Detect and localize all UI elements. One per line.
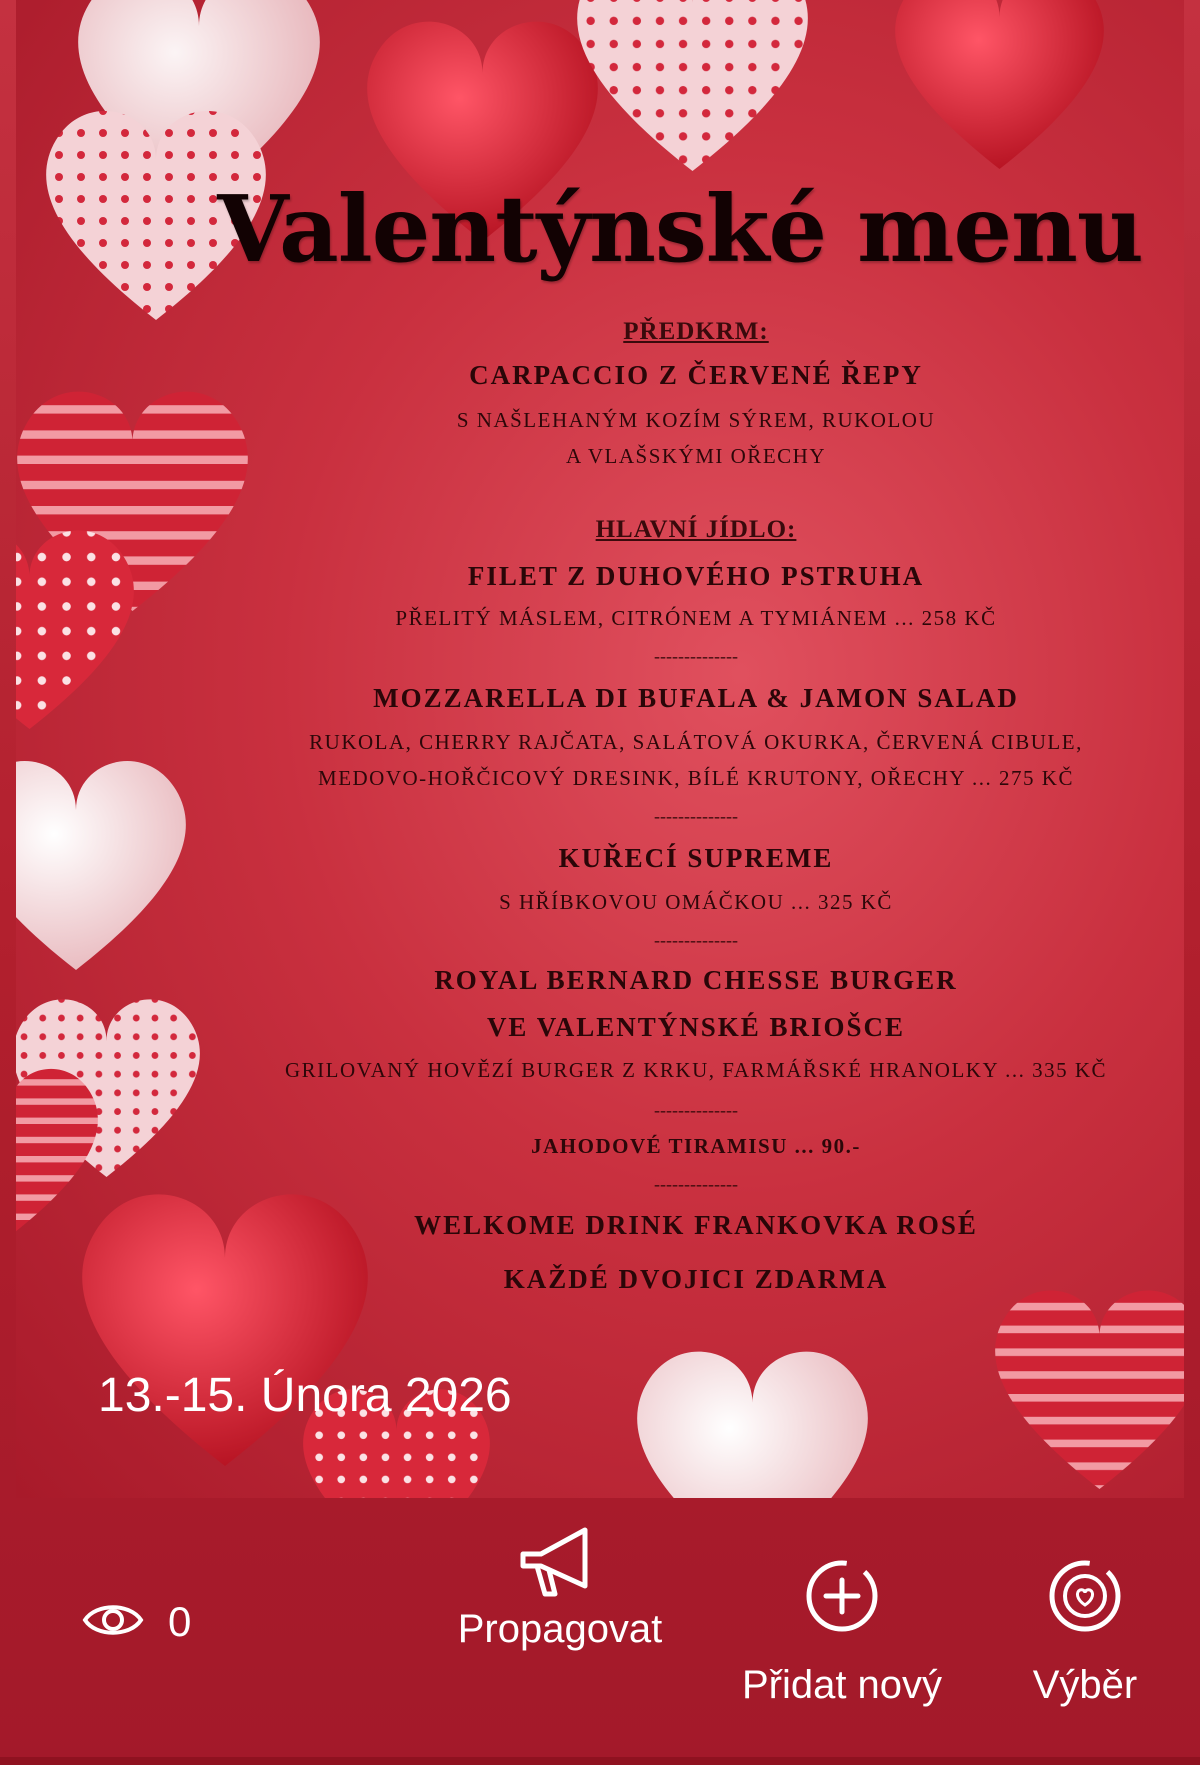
dish-name: ROYAL BERNARD CHESSE BURGER (434, 965, 958, 995)
dish-description: S NAŠLEHANÝM KOZÍM SÝREM, RUKOLOU (456, 408, 936, 432)
menu-title: Valentýnské menu (217, 175, 1143, 283)
dish-description: PŘELITÝ MÁSLEM, CITRÓNEM A TYMIÁNEM ... 258 KČ (395, 606, 997, 630)
add-new-button[interactable] (712, 1556, 972, 1708)
dish-name: VE VALENTÝNSKÉ BRIOŠCE (486, 1012, 906, 1042)
dish-name: MOZZARELLA DI BUFALA & JAMON SALAD (373, 683, 1019, 713)
highlight-button[interactable] (1010, 1556, 1160, 1708)
add-new-label: Přidat nový (741, 1663, 943, 1707)
promote-label: Propagovat (457, 1607, 663, 1651)
story-toolbar (0, 1498, 1200, 1765)
dish-description: RUKOLA, CHERRY RAJČATA, SALÁTOVÁ OKURKA, ČERVENÁ CIBULE, (309, 730, 1083, 754)
section-header-starter: PŘEDKRM: (623, 318, 769, 345)
separator: -------------- (654, 1174, 738, 1194)
drink-offer: WELKOME DRINK FRANKOVKA ROSÉ (414, 1210, 978, 1240)
separator: -------------- (654, 1100, 738, 1120)
promote-button[interactable] (440, 1520, 680, 1652)
dish-description: GRILOVANÝ HOVĚZÍ BURGER Z KRKU, FARMÁŘSKÉ HRANOLKY ... 335 KČ (284, 1058, 1108, 1082)
event-date: 13.-15. Února 2026 (98, 1369, 512, 1422)
add-circle-icon (712, 1556, 972, 1641)
eye-icon (82, 1600, 144, 1644)
drink-offer: KAŽDÉ DVOJICI ZDARMA (503, 1264, 889, 1294)
bottom-border (0, 1757, 1200, 1765)
heart-circle-icon (1010, 1556, 1160, 1641)
dish-description: S HŘÍBKOVOU OMÁČKOU ... 325 KČ (499, 890, 893, 914)
dish-name: CARPACCIO Z ČERVENÉ ŘEPY (469, 360, 923, 390)
separator: -------------- (654, 646, 738, 666)
separator: -------------- (654, 930, 738, 950)
dish-name: KUŘECÍ SUPREME (558, 843, 834, 873)
dessert-item: JAHODOVÉ TIRAMISU ... 90.- (531, 1134, 861, 1158)
views-counter[interactable] (82, 1598, 191, 1646)
story-image (16, 0, 1184, 1498)
dish-description: MEDOVO-HOŘČICOVÝ DRESINK, BÍLÉ KRUTONY, OŘECHY ... 275 KČ (318, 766, 1074, 790)
dish-description: A VLAŠSKÝMI OŘECHY (566, 444, 826, 468)
views-count: 0 (168, 1598, 192, 1645)
separator: -------------- (654, 806, 738, 826)
highlight-label: Výběr (1032, 1663, 1138, 1707)
megaphone-icon (440, 1520, 680, 1607)
dish-name: FILET Z DUHOVÉHO PSTRUHA (467, 561, 925, 591)
section-header-main: HLAVNÍ JÍDLO: (595, 516, 797, 543)
